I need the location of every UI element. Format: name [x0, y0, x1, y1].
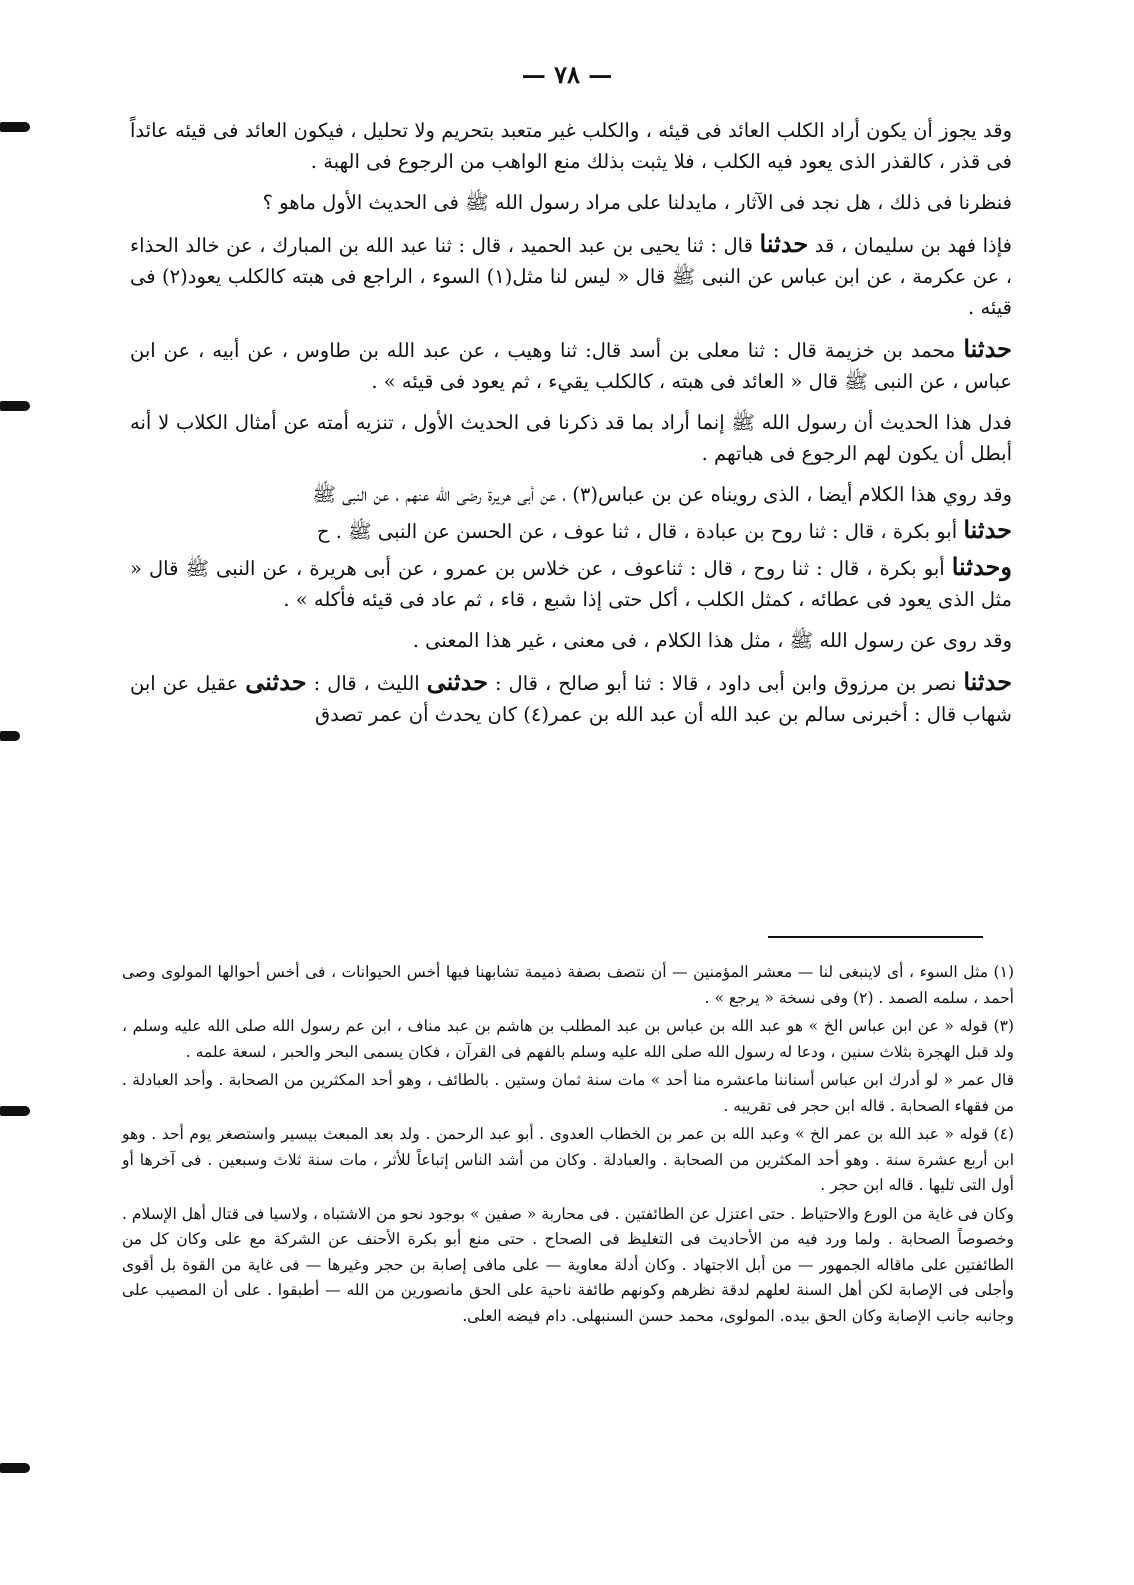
- footnote-1: (١) مثل السوء ، أى لاينبغى لنا — معشر المؤمنين — أن نتصف بصفة ذميمة تشابهنا فيها أخس الحيوانات ، فى أخس أحوالها المولوى وصى أحمد ، سلمه الصمد . (٢) وفى نسخة « يرجع » .: [122, 963, 1014, 1007]
- paragraph-4-text: محمد بن خزيمة قال : ثنا معلى بن أسد قال: ثنا وهيب ، عن عبد الله بن طاوس ، عن أبيه ، عن ابن عباس ، عن النبى ﷺ قال « العائد فى هبته ، كالكلب يقيء ، ثم يعود فى قيئه » .: [130, 339, 1012, 393]
- hadith-marker: حدثنا: [963, 515, 1012, 544]
- paragraph-5: فدل هذا الحديث أن رسول الله ﷺ إنما أراد بما قد ذكرنا فى الحديث الأول ، تنزيه أمته عن أمثال الكلاب لا أنه أبطل أن يكون لهم الرجوع فى هباتهم .: [130, 411, 1012, 465]
- footnote-3: (٣) قوله « عن ابن عباس الخ » هو عبد الله بن عباس بن عبد المطلب بن هاشم بن عبد مناف ، ابن عم رسول الله صلى الله عليه وسلم ، ولد قبل الهجرة بثلاث سنين ، ودعا له رسول الله صلى الله عليه وسلم بالفهم فى القرآن ، فكان يسمى البحر والحبر ، لسعة علمه .: [122, 1017, 1014, 1061]
- footnote-divider: [768, 936, 983, 938]
- paragraph-10: [130, 666, 1012, 730]
- hadith-marker: حدثنى: [426, 667, 489, 696]
- paragraph-6: وقد روي هذا الكلام أيضا ، الذى رويناه عن بن عباس(٣) ، عن أبى هريرة رضى الله عنهم ، عن النبى ﷺ: [312, 483, 1012, 506]
- paragraph-10-text-a: نصر بن مرزوق وابن أبى داود ، قالا : ثنا أبو صالح ، قال :: [495, 672, 957, 695]
- paragraph-8: [130, 551, 1012, 615]
- paragraph-3-text: قال : ثنا يحيى بن عبد الحميد ، قال : ثنا عبد الله بن المبارك ، عن خالد الحذاء ، عن عكرمة ، عن ابن عباس عن النبى ﷺ قال « ليس لنا مثل(١) السوء ، الراجع فى هبته كالكلب يعود(٢) فى قيئه .: [130, 234, 1012, 319]
- scan-edge-mark: [0, 731, 20, 741]
- scan-edge-mark: [0, 122, 30, 132]
- footnotes: [122, 960, 1014, 1332]
- main-text: [130, 115, 1012, 740]
- scan-edge-mark: [0, 1106, 30, 1116]
- paragraph-8-text: أبو بكرة ، قال : ثنا روح ، قال : ثناعوف ، عن خلاس بن عمرو ، عن أبى هريرة ، عن النبى ﷺ قال « مثل الذى يعود فى عطائه ، كمثل الكلب ، أكل حتى إذا شبع ، قاء ، ثم عاد فى قيئه فأكله » .: [130, 557, 1012, 611]
- footnote-3-cont: قال عمر « لو أدرك ابن عباس أسناننا ماعشره منا أحد » مات سنة ثمان وستين . بالطائف ، وهو أحد المكثرين من الصحابة . وأحد العبادلة . من فقهاء الصحابة . قاله ابن حجر فى تقريبه .: [122, 1071, 1014, 1115]
- paragraph-9: وقد روى عن رسول الله ﷺ ، مثل هذا الكلام ، فى معنى ، غير هذا المعنى .: [412, 629, 1012, 652]
- page-number: — ٧٨ —: [521, 60, 613, 89]
- paragraph-10-text-b: الليث ، قال :: [313, 672, 420, 695]
- paragraph-1: وقد يجوز أن يكون أراد الكلب العائد فى قيئه ، والكلب غير متعبد بتحريم ولا تحليل ، فيكون العائد فى قيئه عائداً فى قذر ، كالقذر الذى يعود فيه الكلب ، فلا يثبت بذلك منع الواهب من الرجوع فى الهبة .: [130, 119, 1012, 173]
- paragraph-7: [130, 514, 1012, 547]
- scan-edge-mark: [0, 1463, 30, 1473]
- paragraph-4: [130, 333, 1012, 397]
- hadith-marker: حدثنا: [963, 334, 1012, 363]
- hadith-marker: وحدثنا: [951, 552, 1012, 581]
- paragraph-3: [130, 228, 1012, 323]
- paragraph-7-text: أبو بكرة ، قال : ثنا روح بن عبادة ، قال ، ثنا عوف ، عن الحسن عن النبى ﷺ . ح: [316, 520, 958, 543]
- paragraph-3-pre: فإذا فهد بن سليمان ، قد: [814, 234, 1012, 257]
- scan-edge-mark: [0, 401, 30, 411]
- footnote-4-cont: وكان فى غاية من الورع والاحتياط . حتى اعتزل عن الطائفتين . فى محاربة « صفين » بوجود نحو من الاشتباه ، ولاسيا فى قتال أهل الإسلام . وخصوصاً الصحابة . ولما ورد فيه من الأحاديث فى التغليظ فى الصحاح . حتى منع أبو بكرة الأحنف عن الشركة مع على وكان كل من الطائفتين على ماقاله الجمهور — من أبل الاجتهاد . وكان أدلة معاوية — على مافى إصابة بن حجر وغيرها — فى غاية من القوة بل أقوى وأجلى فى الإصابة لكن أهل السنة لعلهم لدقة نظرهم وكونهم طائفة ناحية على الحق مانصورين من الله — أطبقوا . على أن المصيب على وجانبه جانب الإصابة وكان الحق بيده. المولوى، محمد حسن السنبهلى. دام فيضه العلى.: [122, 1204, 1014, 1325]
- hadith-marker: حدثنا: [963, 667, 1013, 696]
- hadith-marker: حدثنا: [759, 229, 809, 258]
- paragraph-2: فنظرنا فى ذلك ، هل نجد فى الآثار ، مايدلنا على مراد رسول الله ﷺ فى الحديث الأول ماهو ؟: [262, 191, 1012, 214]
- paragraph-10-text-c: عقيل عن ابن شهاب قال : أخبرنى سالم بن عبد الله أن عبد الله بن عمر(٤) كان يحدث أن عمر تصدق: [130, 672, 1012, 726]
- hadith-marker: حدثنى: [245, 667, 307, 696]
- footnote-4: (٤) قوله « عبد الله بن عمر الخ » وعبد الله بن عمر بن الخطاب العدوى . أبو عبد الرحمن . ولد بعد المبعث بيسير واستصغر يوم أحد . وهو ابن أربع عشرة سنة . وهو أحد المكثرين من الصحابة . والعبادلة . وكان من أشد الناس إتباعاً للأثر ، مات سنة ثلاث وسبعين . فى آخرها أو أول التى تليها . قاله ابن حجر .: [122, 1125, 1014, 1194]
